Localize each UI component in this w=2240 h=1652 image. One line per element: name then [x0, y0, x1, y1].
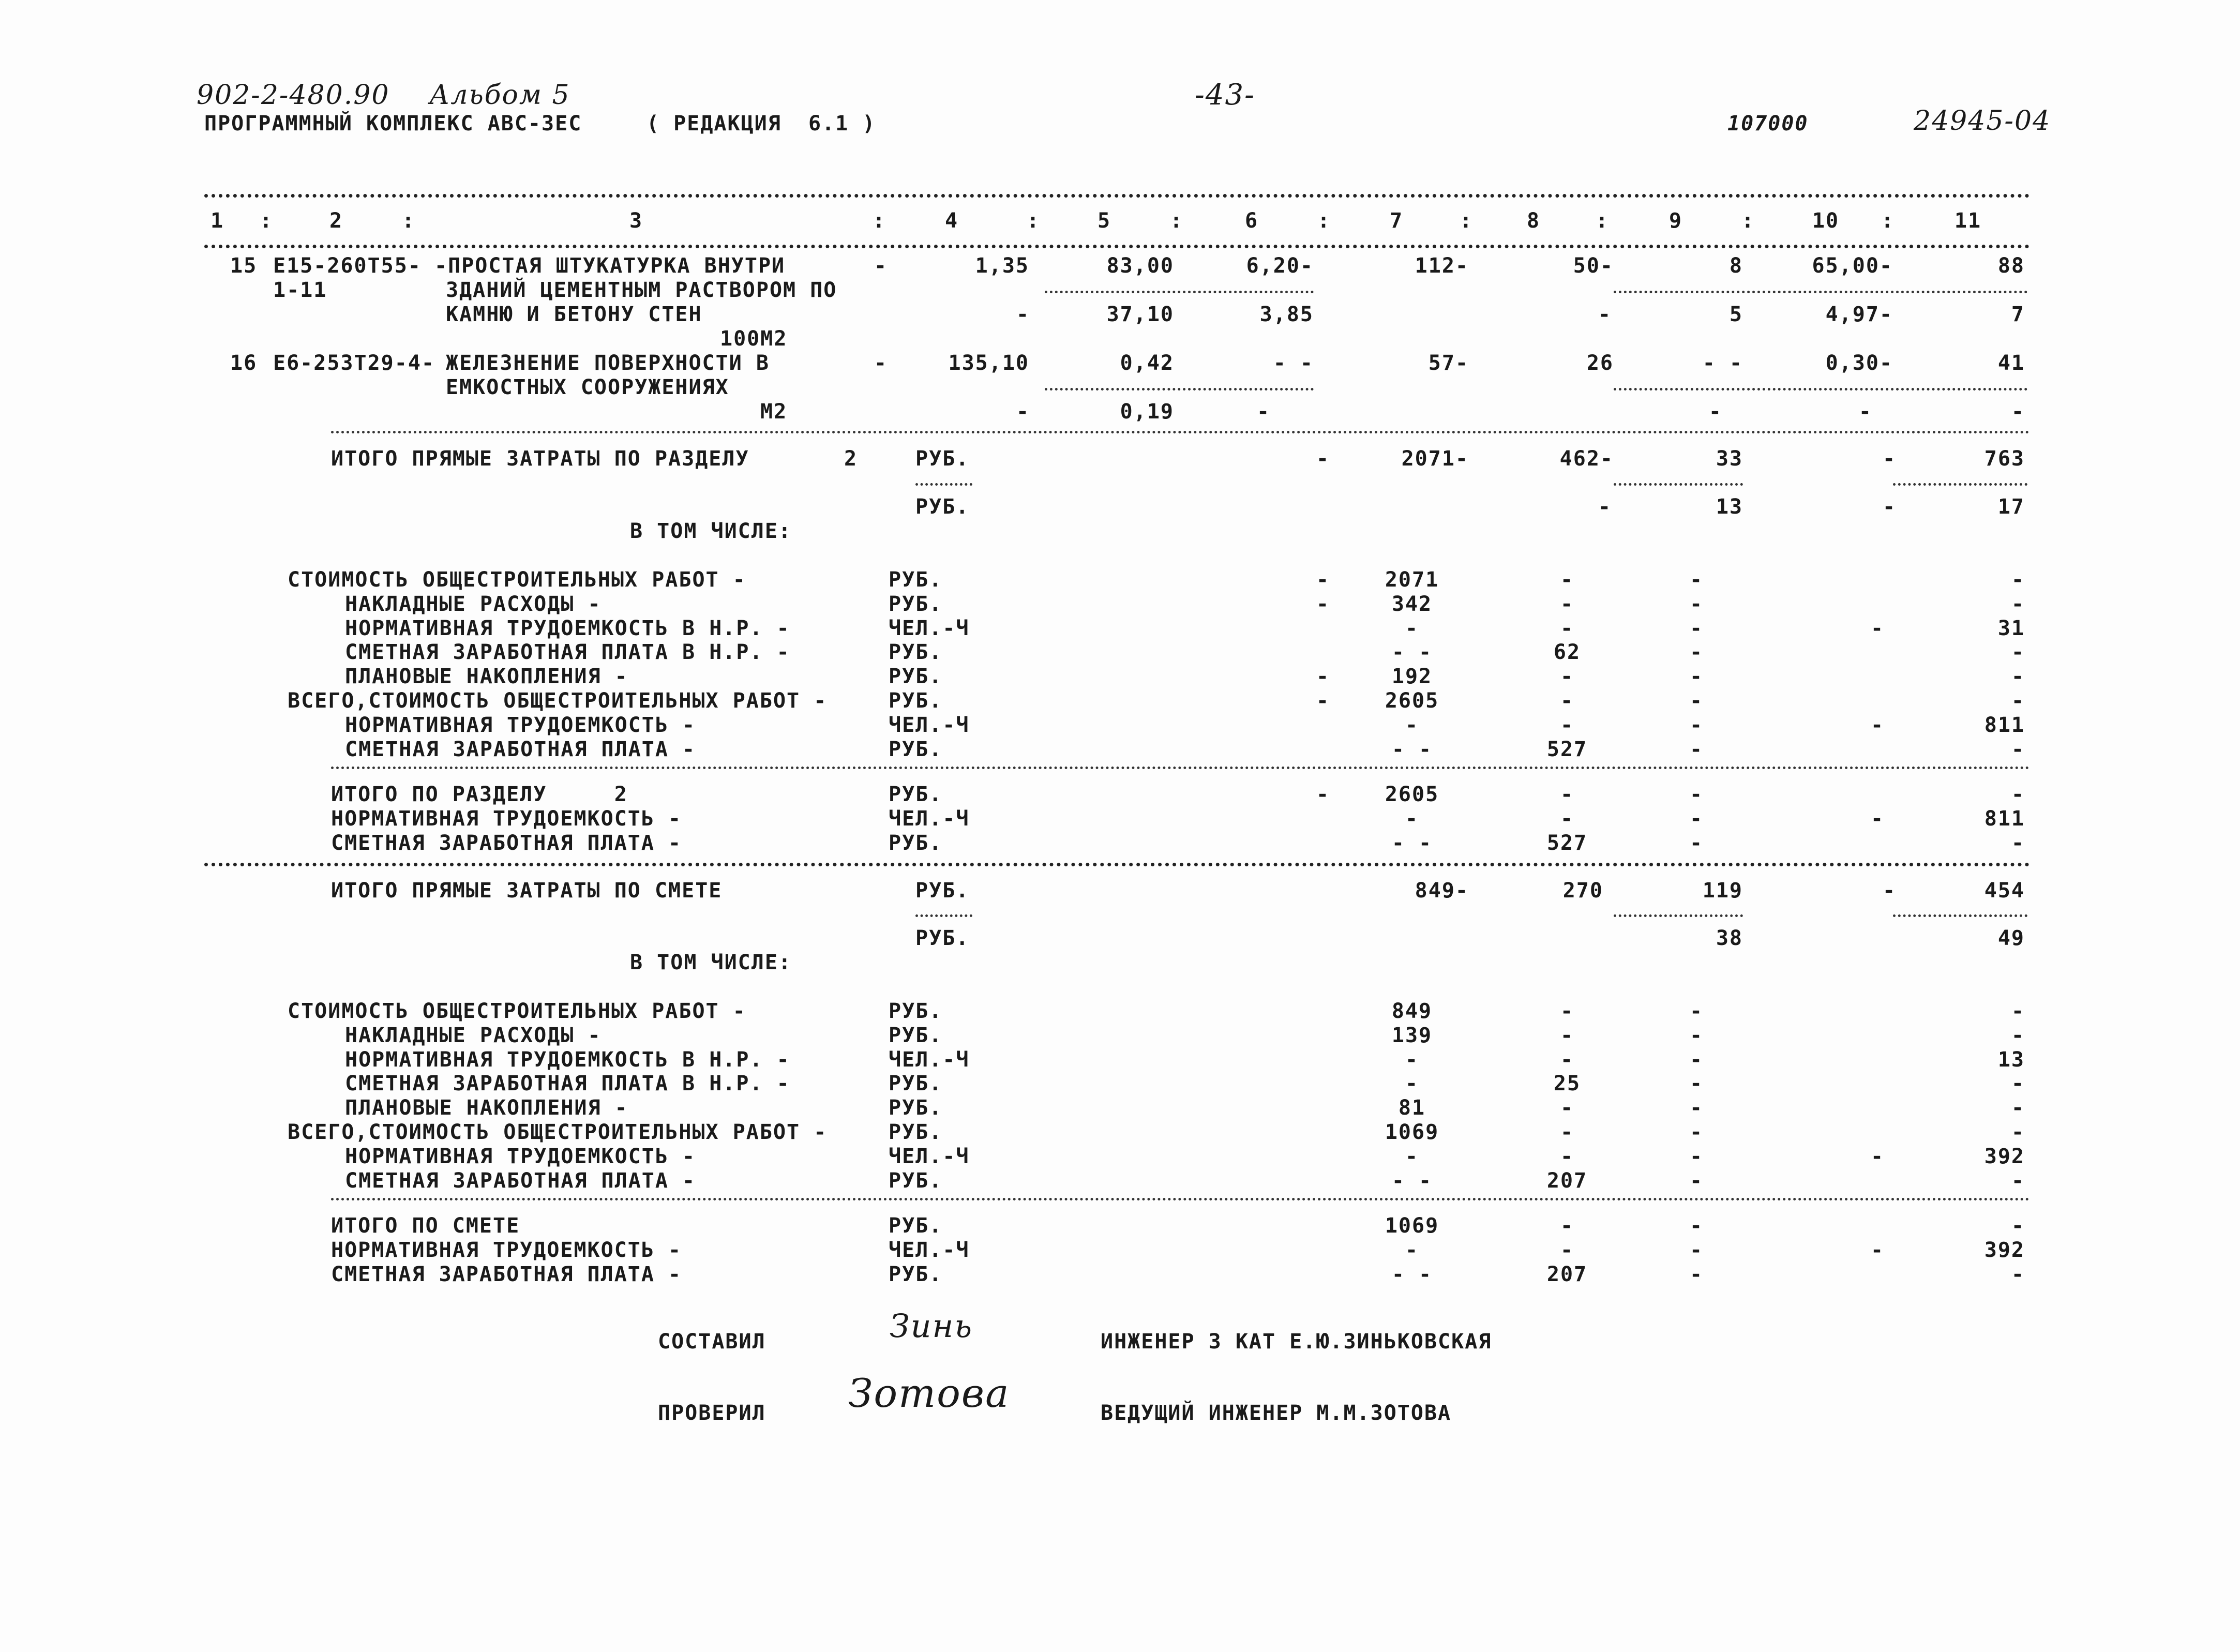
section-rows-unit: РУБ.	[889, 640, 943, 664]
estimate-rows-unit: РУБ.	[889, 1096, 943, 1120]
item-16-col4: -	[874, 351, 888, 375]
estimate-rows-unit: РУБ.	[889, 1072, 943, 1095]
item-15-desc-line-2: ЗДАНИЙ ЦЕМЕНТНЫМ РАСТВОРОМ ПО	[446, 278, 837, 302]
item-16-b-col4: -	[1016, 400, 1030, 424]
item-15-b-col4: -	[1016, 303, 1030, 326]
section-total-c10: -	[1870, 807, 1885, 831]
column-number: 3	[629, 209, 643, 233]
estimate-direct-col9-b: 38	[1716, 926, 1743, 950]
section-rows-c9: -	[1689, 592, 1704, 616]
estimate-rows-c11: -	[2011, 1072, 2025, 1095]
section-total-c7: 2605	[1385, 783, 1439, 806]
section-rows-c11: -	[2011, 738, 2025, 761]
rule-top	[204, 194, 2030, 198]
estimate-rows-c7: 1069	[1385, 1120, 1439, 1144]
estimate-direct-col11: 454	[1984, 879, 2025, 903]
object-code: 107000	[1727, 112, 1809, 136]
estimate-rows-c7: 849	[1391, 999, 1433, 1023]
estimate-rows-c11: -	[2011, 1169, 2025, 1193]
section-rows-label: СТОИМОСТЬ ОБЩЕСТРОИТЕЛЬНЫХ РАБОТ -	[288, 568, 746, 592]
program-name: ПРОГРАММНЫЙ КОМПЛЕКС АВС-3ЕС	[204, 112, 582, 136]
estimate-rows-unit: РУБ.	[889, 1024, 943, 1047]
section-direct-unit: РУБ.	[915, 447, 970, 471]
section-rows-c7: - -	[1391, 640, 1433, 664]
section-rows-c9: -	[1689, 568, 1704, 592]
item-15-b-price: 37,10	[1106, 303, 1174, 326]
section-rows-c9: -	[1689, 738, 1704, 761]
column-number: 1	[210, 209, 224, 233]
estimate-including-label: В ТОМ ЧИСЛЕ:	[630, 951, 792, 974]
item-16-quantity: 135,10	[948, 351, 1029, 375]
section-rows-c7: -	[1405, 713, 1419, 737]
column-separator: :	[1459, 209, 1474, 233]
item-16-col9: - -	[1702, 351, 1743, 375]
item-15-unit-price: 83,00	[1106, 254, 1174, 278]
section-rows-label: НОРМАТИВНАЯ ТРУДОЕМКОСТЬ В Н.Р. -	[345, 617, 790, 640]
page-number: -43-	[1195, 78, 1256, 112]
section-rows-label: НОРМАТИВНАЯ ТРУДОЕМКОСТЬ -	[345, 713, 696, 737]
section-rows-c10: -	[1870, 713, 1885, 737]
estimate-rows-unit: РУБ.	[889, 999, 943, 1023]
section-rows-c6: -	[1316, 665, 1330, 688]
column-number: 9	[1668, 209, 1683, 233]
item-15-col9: 8	[1729, 254, 1743, 278]
section-rows-c7: 2071	[1385, 568, 1439, 592]
section-rows-label: СМЕТНАЯ ЗАРАБОТНАЯ ПЛАТА -	[345, 738, 696, 761]
estimate-rows-unit: ЧЕЛ.-Ч	[889, 1048, 970, 1072]
column-separator: :	[401, 209, 416, 233]
item-15-code: E15-260T55-	[273, 254, 422, 278]
estimate-rows-c8: 207	[1546, 1169, 1588, 1193]
compiled-signature: Зинь	[890, 1307, 973, 1345]
section-rows-c11: -	[2011, 665, 2025, 688]
item-16-subline-a	[1045, 388, 1314, 391]
section-rows-unit: РУБ.	[889, 568, 943, 592]
estimate-rows-c7: - -	[1391, 1169, 1433, 1193]
estimate-rows-c9: -	[1689, 1145, 1704, 1168]
checked-by-name: ВЕДУЩИЙ ИНЖЕНЕР М.М.ЗОТОВА	[1101, 1401, 1452, 1425]
estimate-rows-c7: 139	[1391, 1024, 1433, 1047]
rule-estimate-end	[331, 1198, 2030, 1200]
estimate-rows-c7: -	[1405, 1145, 1419, 1168]
checked-signature: Зотова	[848, 1370, 1010, 1416]
estimate-total-c7: -	[1405, 1238, 1419, 1262]
item-15-number: 15	[230, 254, 258, 278]
item-15-b-col9: 5	[1729, 303, 1743, 326]
estimate-rows-c11: -	[2011, 1024, 2025, 1047]
section-rows-c7: 2605	[1385, 689, 1439, 713]
rule-items-end	[331, 431, 2030, 433]
item-15-col10: 65,00-	[1812, 254, 1893, 278]
estimate-rows-c11: -	[2011, 1096, 2025, 1120]
estimate-rows-c11: -	[2011, 999, 2025, 1023]
section-direct-number: 2	[844, 447, 858, 471]
estimate-total-c7: 1069	[1385, 1214, 1439, 1238]
estimate-rows-label: ПЛАНОВЫЕ НАКОПЛЕНИЯ -	[345, 1096, 628, 1120]
estimate-rows-label: СМЕТНАЯ ЗАРАБОТНАЯ ПЛАТА В Н.Р. -	[345, 1072, 790, 1095]
section-rows-c6: -	[1316, 592, 1330, 616]
section-rows-c7: -	[1405, 617, 1419, 640]
edition-label: ( РЕДАКЦИЯ 6.1 )	[647, 112, 876, 136]
section-direct-label: ИТОГО ПРЯМЫЕ ЗАТРАТЫ ПО РАЗДЕЛУ	[331, 447, 749, 471]
item-15-col8: 50-	[1573, 254, 1614, 278]
item-16-b-col6: -	[1257, 400, 1271, 424]
section-total-label: СМЕТНАЯ ЗАРАБОТНАЯ ПЛАТА -	[331, 831, 682, 855]
column-separator: :	[1881, 209, 1895, 233]
estimate-total-c9: -	[1689, 1238, 1704, 1262]
section-rows-c10: -	[1870, 617, 1885, 640]
estimate-rows-c9: -	[1689, 1096, 1704, 1120]
item-15-col11: 88	[1997, 254, 2025, 278]
estimate-total-c11: 392	[1984, 1238, 2025, 1262]
estimate-rows-unit: РУБ.	[889, 1169, 943, 1193]
item-15-col6: 6,20-	[1246, 254, 1314, 278]
item-15-col7: 112-	[1415, 254, 1469, 278]
column-separator: :	[1169, 209, 1184, 233]
estimate-total-label: ИТОГО ПО СМЕТЕ	[331, 1214, 520, 1238]
section-direct-col9-b: 13	[1716, 495, 1743, 519]
item-15-b-col6: 3,85	[1259, 303, 1314, 326]
column-separator: :	[1026, 209, 1041, 233]
estimate-total-c7: - -	[1391, 1263, 1433, 1286]
section-total-c8: -	[1560, 807, 1574, 831]
section-rows-unit: РУБ.	[889, 665, 943, 688]
item-15-desc-line-1: -ПРОСТАЯ ШТУКАТУРКА ВНУТРИ	[434, 254, 786, 278]
section-direct-col11: 763	[1984, 447, 2025, 471]
section-direct-col10: -	[1883, 447, 1897, 471]
section-direct-underline-9	[1614, 483, 1743, 486]
section-total-label: НОРМАТИВНАЯ ТРУДОЕМКОСТЬ -	[331, 807, 682, 831]
rule-section-total-end	[204, 863, 2030, 866]
section-total-c6: -	[1316, 783, 1330, 806]
item-15-b-col10: 4,97-	[1825, 303, 1893, 326]
section-rows-label: ВСЕГО,СТОИМОСТЬ ОБЩЕСТРОИТЕЛЬНЫХ РАБОТ -	[288, 689, 828, 713]
item-16-col6: - -	[1273, 351, 1314, 375]
section-rows-unit: ЧЕЛ.-Ч	[889, 713, 970, 737]
item-16-desc-line-2: ЕМКОСТНЫХ СООРУЖЕНИЯХ	[446, 376, 729, 399]
section-total-c7: - -	[1391, 831, 1433, 855]
rule-header-bottom	[204, 245, 2030, 248]
estimate-rows-label: СТОИМОСТЬ ОБЩЕСТРОИТЕЛЬНЫХ РАБОТ -	[288, 999, 746, 1023]
section-rows-label: СМЕТНАЯ ЗАРАБОТНАЯ ПЛАТА В Н.Р. -	[345, 640, 790, 664]
section-direct-col10-b: -	[1883, 495, 1897, 519]
section-rows-c7: - -	[1391, 738, 1433, 761]
estimate-total-c10: -	[1870, 1238, 1885, 1262]
estimate-rows-c11: -	[2011, 1120, 2025, 1144]
estimate-total-c9: -	[1689, 1263, 1704, 1286]
column-separator: :	[1741, 209, 1755, 233]
column-number: 2	[329, 209, 343, 233]
estimate-rows-c8: -	[1560, 1096, 1574, 1120]
sheet-number: 24945-04	[1914, 106, 2051, 137]
section-rows-unit: РУБ.	[889, 689, 943, 713]
item-15-b-col8: -	[1598, 303, 1612, 326]
section-direct-underline-11	[1893, 483, 2027, 486]
estimate-rows-c8: -	[1560, 1048, 1574, 1072]
section-rows-c11: 31	[1997, 617, 2025, 640]
estimate-rows-c10: -	[1870, 1145, 1885, 1168]
estimate-direct-unit: РУБ.	[915, 879, 970, 903]
item-15-subcode: 1-11	[273, 278, 327, 302]
estimate-rows-label: ВСЕГО,СТОИМОСТЬ ОБЩЕСТРОИТЕЛЬНЫХ РАБОТ -	[288, 1120, 828, 1144]
item-16-col10: 0,30-	[1825, 351, 1893, 375]
estimate-rows-c8: -	[1560, 1145, 1574, 1168]
section-direct-unit-2: РУБ.	[915, 495, 970, 519]
section-total-unit: РУБ.	[889, 783, 943, 806]
estimate-direct-col7: 849-	[1415, 879, 1469, 903]
estimate-direct-underline-11	[1893, 914, 2027, 917]
estimate-total-c11: -	[2011, 1214, 2025, 1238]
section-total-c7: -	[1405, 807, 1419, 831]
estimate-rows-label: НАКЛАДНЫЕ РАСХОДЫ -	[345, 1024, 602, 1047]
estimate-rows-c11: 392	[1984, 1145, 2025, 1168]
estimate-rows-c11: 13	[1997, 1048, 2025, 1072]
item-16-b-price: 0,19	[1120, 400, 1174, 424]
estimate-rows-c7: -	[1405, 1048, 1419, 1072]
estimate-direct-col9: 119	[1702, 879, 1743, 903]
section-rows-c8: 527	[1546, 738, 1588, 761]
estimate-rows-label: СМЕТНАЯ ЗАРАБОТНАЯ ПЛАТА -	[345, 1169, 696, 1193]
item-16-col8: 26	[1586, 351, 1614, 375]
section-rows-c8: -	[1560, 665, 1574, 688]
estimate-rows-label: НОРМАТИВНАЯ ТРУДОЕМКОСТЬ -	[345, 1145, 696, 1168]
section-rows-unit: РУБ.	[889, 592, 943, 616]
section-rows-unit: РУБ.	[889, 738, 943, 761]
section-direct-col9: 33	[1716, 447, 1743, 471]
section-rows-c9: -	[1689, 689, 1704, 713]
item-16-subline-b	[1614, 388, 2027, 391]
item-15-subline-b	[1614, 291, 2027, 293]
estimate-rows-c8: -	[1560, 1120, 1574, 1144]
estimate-total-unit: РУБ.	[889, 1263, 943, 1286]
section-rows-c7: 192	[1391, 665, 1433, 688]
estimate-rows-c7: -	[1405, 1072, 1419, 1095]
section-total-c11: 811	[1984, 807, 2025, 831]
estimate-direct-label: ИТОГО ПРЯМЫЕ ЗАТРАТЫ ПО СМЕТЕ	[331, 879, 723, 903]
column-number: 11	[1954, 209, 1982, 233]
estimate-rows-c7: 81	[1398, 1096, 1426, 1120]
estimate-total-c9: -	[1689, 1214, 1704, 1238]
section-rows-c8: -	[1560, 689, 1574, 713]
item-15-col4: -	[874, 254, 888, 278]
item-15-subline-a	[1045, 291, 1314, 293]
item-15-b-col11: 7	[2011, 303, 2025, 326]
section-rows-label: ПЛАНОВЫЕ НАКОПЛЕНИЯ -	[345, 665, 628, 688]
section-total-unit: ЧЕЛ.-Ч	[889, 807, 970, 831]
estimate-direct-col10: -	[1883, 879, 1897, 903]
section-direct-col11-b: 17	[1997, 495, 2025, 519]
estimate-rows-unit: ЧЕЛ.-Ч	[889, 1145, 970, 1168]
estimate-rows-c8: -	[1560, 1024, 1574, 1047]
column-number: 10	[1812, 209, 1840, 233]
column-number: 8	[1526, 209, 1541, 233]
section-total-c8: 527	[1546, 831, 1588, 855]
compiled-by-name: ИНЖЕНЕР 3 КАТ Е.Ю.ЗИНЬКОВСКАЯ	[1101, 1330, 1492, 1354]
item-16-unit: M2	[760, 400, 788, 424]
estimate-rows-c9: -	[1689, 1024, 1704, 1047]
section-rows-c8: -	[1560, 617, 1574, 640]
estimate-total-c8: -	[1560, 1214, 1574, 1238]
estimate-direct-col8: 270	[1562, 879, 1603, 903]
section-total-c8: -	[1560, 783, 1574, 806]
item-15-unit: 100M2	[720, 327, 788, 351]
section-total-c11: -	[2011, 783, 2025, 806]
section-rows-c8: -	[1560, 713, 1574, 737]
section-rows-c9: -	[1689, 713, 1704, 737]
item-15-desc-line-3: КАМНЮ И БЕТОНУ СТЕН	[446, 303, 702, 326]
item-16-unit-price: 0,42	[1120, 351, 1174, 375]
section-rows-unit: ЧЕЛ.-Ч	[889, 617, 970, 640]
item-16-col7: 57-	[1428, 351, 1469, 375]
column-number: 6	[1244, 209, 1259, 233]
section-direct-col7: 2071-	[1401, 447, 1469, 471]
estimate-total-c8: -	[1560, 1238, 1574, 1262]
section-rows-c9: -	[1689, 617, 1704, 640]
document-number: 902-2-480.90	[197, 80, 390, 111]
estimate-total-c11: -	[2011, 1263, 2025, 1286]
section-rows-c11: -	[2011, 689, 2025, 713]
section-rows-c7: 342	[1391, 592, 1433, 616]
column-number: 7	[1389, 209, 1404, 233]
section-rows-c11: -	[2011, 640, 2025, 664]
section-direct-col6: -	[1316, 447, 1330, 471]
estimate-total-c8: 207	[1546, 1263, 1588, 1286]
section-total-c9: -	[1689, 831, 1704, 855]
item-16-col11: 41	[1997, 351, 2025, 375]
estimate-total-unit: ЧЕЛ.-Ч	[889, 1238, 970, 1262]
section-rows-c6: -	[1316, 568, 1330, 592]
column-separator: :	[872, 209, 886, 233]
checked-by-label: ПРОВЕРИЛ	[658, 1401, 766, 1425]
album-label: Альбом 5	[429, 80, 570, 111]
section-rows-c6: -	[1316, 689, 1330, 713]
column-separator: :	[1317, 209, 1331, 233]
estimate-direct-unit-2: РУБ.	[915, 926, 970, 950]
section-rows-c11: -	[2011, 568, 2025, 592]
estimate-total-unit: РУБ.	[889, 1214, 943, 1238]
column-separator: :	[259, 209, 274, 233]
item-16-b-col11: -	[2011, 400, 2025, 424]
estimate-direct-underline-9	[1614, 914, 1743, 917]
compiled-by-label: СОСТАВИЛ	[658, 1330, 766, 1354]
section-total-c11: -	[2011, 831, 2025, 855]
column-number: 5	[1097, 209, 1111, 233]
item-16-desc-line-1: ЖЕЛЕЗНЕНИЕ ПОВЕРХНОСТИ В	[446, 351, 770, 375]
section-rows-c11: 811	[1984, 713, 2025, 737]
section-direct-col8-b: -	[1598, 495, 1612, 519]
estimate-rows-c9: -	[1689, 1120, 1704, 1144]
section-total-c9: -	[1689, 807, 1704, 831]
estimate-rows-c9: -	[1689, 1169, 1704, 1193]
section-total-unit: РУБ.	[889, 831, 943, 855]
item-16-number: 16	[230, 351, 258, 375]
estimate-direct-underline-unit	[915, 914, 972, 917]
estimate-rows-c8: 25	[1553, 1072, 1581, 1095]
section-rows-c8: 62	[1553, 640, 1581, 664]
section-rows-c11: -	[2011, 592, 2025, 616]
column-number: 4	[944, 209, 959, 233]
section-rows-c8: -	[1560, 592, 1574, 616]
section-rows-c9: -	[1689, 665, 1704, 688]
item-16-b-col10: -	[1858, 400, 1872, 424]
item-16-code: E6-253T29-4-	[273, 351, 435, 375]
section-direct-col8: 462-	[1559, 447, 1614, 471]
section-total-label: ИТОГО ПО РАЗДЕЛУ 2	[331, 783, 628, 806]
estimate-total-label: НОРМАТИВНАЯ ТРУДОЕМКОСТЬ -	[331, 1238, 682, 1262]
estimate-total-label: СМЕТНАЯ ЗАРАБОТНАЯ ПЛАТА -	[331, 1263, 682, 1286]
item-15-quantity: 1,35	[975, 254, 1029, 278]
estimate-rows-c8: -	[1560, 999, 1574, 1023]
rule-section-end	[331, 767, 2030, 769]
estimate-rows-c9: -	[1689, 1048, 1704, 1072]
section-rows-c8: -	[1560, 568, 1574, 592]
estimate-rows-c9: -	[1689, 999, 1704, 1023]
section-rows-c9: -	[1689, 640, 1704, 664]
estimate-rows-unit: РУБ.	[889, 1120, 943, 1144]
section-rows-label: НАКЛАДНЫЕ РАСХОДЫ -	[345, 592, 602, 616]
estimate-rows-label: НОРМАТИВНАЯ ТРУДОЕМКОСТЬ В Н.Р. -	[345, 1048, 790, 1072]
section-direct-underline-unit	[915, 483, 972, 486]
column-separator: :	[1595, 209, 1610, 233]
item-16-b-col9: -	[1708, 400, 1722, 424]
section-including-label: В ТОМ ЧИСЛЕ:	[630, 519, 792, 543]
estimate-direct-col11-b: 49	[1997, 926, 2025, 950]
estimate-rows-c9: -	[1689, 1072, 1704, 1095]
section-total-c9: -	[1689, 783, 1704, 806]
